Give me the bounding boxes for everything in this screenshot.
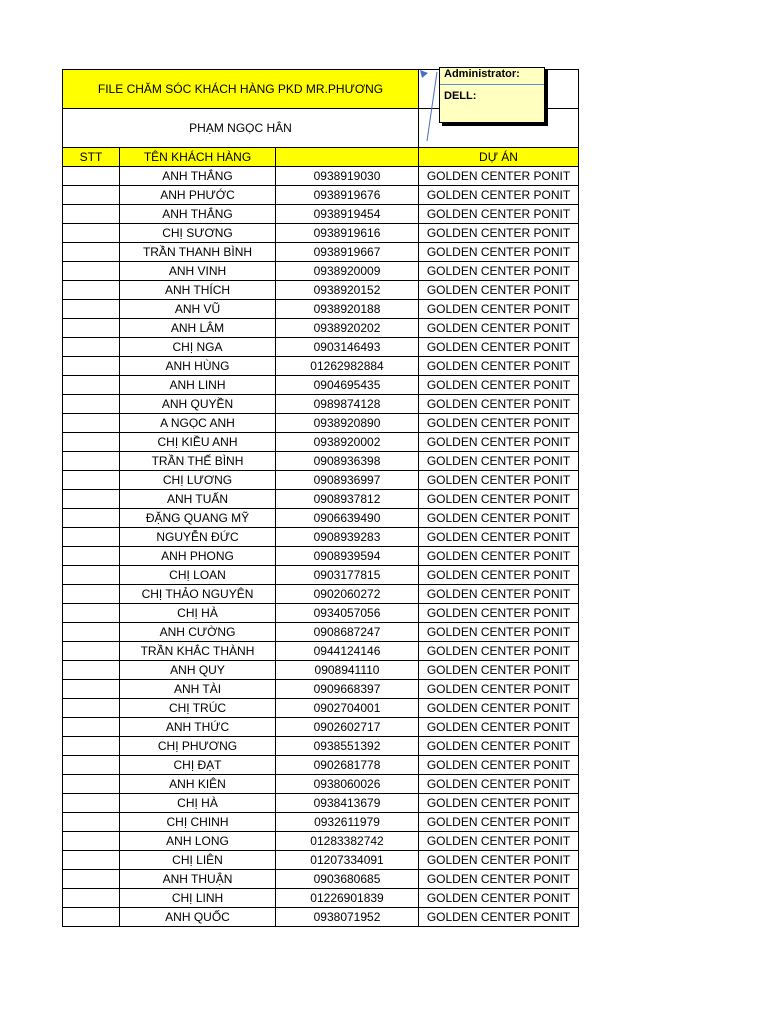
phone-cell[interactable]: 0944124146 [276, 642, 419, 661]
customer-name-cell[interactable]: ANH KIÊN [120, 775, 276, 794]
project-cell[interactable]: GOLDEN CENTER PONIT [419, 186, 579, 205]
phone-cell[interactable]: 0904695435 [276, 376, 419, 395]
project-cell[interactable]: GOLDEN CENTER PONIT [419, 794, 579, 813]
project-cell[interactable]: GOLDEN CENTER PONIT [419, 718, 579, 737]
phone-cell[interactable]: 0908939283 [276, 528, 419, 547]
customer-name-cell[interactable]: ANH VŨ [120, 300, 276, 319]
project-cell[interactable]: GOLDEN CENTER PONIT [419, 300, 579, 319]
phone-cell[interactable]: 0938920890 [276, 414, 419, 433]
phone-cell[interactable]: 0938919030 [276, 167, 419, 186]
phone-cell[interactable]: 0932611979 [276, 813, 419, 832]
cell-comment[interactable] [439, 67, 545, 123]
customer-name-cell[interactable]: ANH PHƯỚC [120, 186, 276, 205]
phone-cell[interactable]: 0938920152 [276, 281, 419, 300]
project-cell[interactable]: GOLDEN CENTER PONIT [419, 338, 579, 357]
project-cell[interactable]: GOLDEN CENTER PONIT [419, 490, 579, 509]
customer-name-cell[interactable]: ANH VINH [120, 262, 276, 281]
customer-name-cell[interactable]: NGUYỄN ĐỨC [120, 528, 276, 547]
project-cell[interactable]: GOLDEN CENTER PONIT [419, 832, 579, 851]
customer-name-cell[interactable]: CHỊ HÀ [120, 794, 276, 813]
customer-name-cell[interactable]: CHỊ SƯƠNG [120, 224, 276, 243]
customer-name-cell[interactable]: ANH THẮNG [120, 167, 276, 186]
project-cell[interactable]: GOLDEN CENTER PONIT [419, 205, 579, 224]
customer-name-cell[interactable]: ĐẶNG QUANG MỸ [120, 509, 276, 528]
phone-cell[interactable]: 0938551392 [276, 737, 419, 756]
customer-name-cell[interactable]: ANH HÙNG [120, 357, 276, 376]
customer-name-cell[interactable]: ANH QUYỀN [120, 395, 276, 414]
project-cell[interactable]: GOLDEN CENTER PONIT [419, 585, 579, 604]
phone-cell[interactable]: 0938920202 [276, 319, 419, 338]
project-cell[interactable]: GOLDEN CENTER PONIT [419, 509, 579, 528]
customer-name-cell[interactable]: ANH THUẬN [120, 870, 276, 889]
customer-name-cell[interactable]: CHỊ LOAN [120, 566, 276, 585]
project-cell[interactable]: GOLDEN CENTER PONIT [419, 167, 579, 186]
phone-cell[interactable]: 0908936398 [276, 452, 419, 471]
comment-text: DELL: [444, 90, 477, 102]
customer-name-cell[interactable]: ANH LONG [120, 832, 276, 851]
phone-cell[interactable]: 0903680685 [276, 870, 419, 889]
phone-cell[interactable]: 0908937812 [276, 490, 419, 509]
project-cell[interactable]: GOLDEN CENTER PONIT [419, 680, 579, 699]
project-cell[interactable]: GOLDEN CENTER PONIT [419, 908, 579, 927]
phone-cell[interactable]: 0934057056 [276, 604, 419, 623]
project-cell[interactable]: GOLDEN CENTER PONIT [419, 376, 579, 395]
phone-cell[interactable]: 0902704001 [276, 699, 419, 718]
customer-name-cell[interactable]: ANH THẮNG [120, 205, 276, 224]
customer-name-cell[interactable]: ANH TUẤN [120, 490, 276, 509]
customer-name-cell[interactable]: ANH THÍCH [120, 281, 276, 300]
customer-name-cell[interactable]: CHỊ PHƯƠNG [120, 737, 276, 756]
project-cell[interactable]: GOLDEN CENTER PONIT [419, 547, 579, 566]
phone-cell[interactable]: 0906639490 [276, 509, 419, 528]
customer-name-cell[interactable]: ANH LINH [120, 376, 276, 395]
header-project[interactable]: DỰ ÁN [419, 148, 579, 167]
customer-name-cell[interactable]: CHỊ LIÊN [120, 851, 276, 870]
project-cell[interactable]: GOLDEN CENTER PONIT [419, 566, 579, 585]
customer-name-cell[interactable]: ANH LÂM [120, 319, 276, 338]
customer-name-cell[interactable]: CHỊ KIỀU ANH [120, 433, 276, 452]
phone-cell[interactable]: 0938919676 [276, 186, 419, 205]
phone-cell[interactable]: 0938919616 [276, 224, 419, 243]
phone-cell[interactable]: 0938920188 [276, 300, 419, 319]
customer-name-cell[interactable]: CHỊ LINH [120, 889, 276, 908]
customer-name-cell[interactable]: CHỊ ĐẠT [120, 756, 276, 775]
customer-name-cell[interactable]: TRẦN KHẮC THÀNH [120, 642, 276, 661]
project-cell[interactable]: GOLDEN CENTER PONIT [419, 452, 579, 471]
project-cell[interactable]: GOLDEN CENTER PONIT [419, 224, 579, 243]
customer-name-cell[interactable]: ANH PHONG [120, 547, 276, 566]
comment-divider [440, 84, 544, 85]
phone-cell[interactable]: 0989874128 [276, 395, 419, 414]
customer-name-cell[interactable]: ANH QUỐC [120, 908, 276, 927]
project-cell[interactable]: GOLDEN CENTER PONIT [419, 756, 579, 775]
phone-cell[interactable]: 0908687247 [276, 623, 419, 642]
customer-name-cell[interactable]: CHỊ NGA [120, 338, 276, 357]
customer-name-cell[interactable]: TRẦN THANH BÌNH [120, 243, 276, 262]
header-customer-name[interactable]: TÊN KHÁCH HÀNG [120, 148, 276, 167]
comment-author: Administrator: [444, 68, 520, 80]
phone-cell[interactable]: 0902602717 [276, 718, 419, 737]
project-cell[interactable]: GOLDEN CENTER PONIT [419, 281, 579, 300]
project-cell[interactable]: GOLDEN CENTER PONIT [419, 395, 579, 414]
project-cell[interactable]: GOLDEN CENTER PONIT [419, 661, 579, 680]
project-cell[interactable]: GOLDEN CENTER PONIT [419, 623, 579, 642]
phone-cell[interactable]: 01283382742 [276, 832, 419, 851]
phone-cell[interactable]: 0908936997 [276, 471, 419, 490]
phone-cell[interactable]: 0903177815 [276, 566, 419, 585]
customer-name-cell[interactable]: ANH THỨC [120, 718, 276, 737]
project-cell[interactable]: GOLDEN CENTER PONIT [419, 528, 579, 547]
phone-cell[interactable]: 01262982884 [276, 357, 419, 376]
phone-cell[interactable]: 0938413679 [276, 794, 419, 813]
phone-cell[interactable]: 0938919667 [276, 243, 419, 262]
phone-cell[interactable]: 0938919454 [276, 205, 419, 224]
project-cell[interactable]: GOLDEN CENTER PONIT [419, 889, 579, 908]
project-cell[interactable]: GOLDEN CENTER PONIT [419, 813, 579, 832]
project-cell[interactable]: GOLDEN CENTER PONIT [419, 699, 579, 718]
phone-cell[interactable]: 0902681778 [276, 756, 419, 775]
phone-cell[interactable]: 0908939594 [276, 547, 419, 566]
customer-name-cell[interactable]: ANH CƯỜNG [120, 623, 276, 642]
project-cell[interactable]: GOLDEN CENTER PONIT [419, 357, 579, 376]
phone-cell[interactable]: 0903146493 [276, 338, 419, 357]
phone-cell[interactable]: 0938060026 [276, 775, 419, 794]
project-cell[interactable]: GOLDEN CENTER PONIT [419, 243, 579, 262]
project-cell[interactable]: GOLDEN CENTER PONIT [419, 414, 579, 433]
phone-cell[interactable]: 0908941110 [276, 661, 419, 680]
project-cell[interactable]: GOLDEN CENTER PONIT [419, 262, 579, 281]
project-cell[interactable]: GOLDEN CENTER PONIT [419, 433, 579, 452]
customer-name-cell[interactable]: CHỊ TRÚC [120, 699, 276, 718]
phone-cell[interactable]: 0938071952 [276, 908, 419, 927]
phone-cell[interactable]: 0938920009 [276, 262, 419, 281]
customer-name-cell[interactable]: CHỊ CHINH [120, 813, 276, 832]
customer-name-cell[interactable]: TRẦN THẾ BÌNH [120, 452, 276, 471]
project-cell[interactable]: GOLDEN CENTER PONIT [419, 870, 579, 889]
project-cell[interactable]: GOLDEN CENTER PONIT [419, 775, 579, 794]
project-cell[interactable]: GOLDEN CENTER PONIT [419, 737, 579, 756]
customer-name-cell[interactable]: CHỊ LƯƠNG [120, 471, 276, 490]
phone-cell[interactable]: 0909668397 [276, 680, 419, 699]
customer-name-cell[interactable]: ANH TÀI [120, 680, 276, 699]
customer-name-cell[interactable]: CHỊ HÀ [120, 604, 276, 623]
header-stt[interactable]: STT [63, 148, 120, 167]
phone-cell[interactable]: 0902060272 [276, 585, 419, 604]
project-cell[interactable]: GOLDEN CENTER PONIT [419, 604, 579, 623]
phone-cell[interactable]: 0938920002 [276, 433, 419, 452]
customer-name-cell[interactable]: CHỊ THẢO NGUYÊN [120, 585, 276, 604]
customer-name-cell[interactable]: A NGỌC ANH [120, 414, 276, 433]
customer-name-cell[interactable]: ANH QUY [120, 661, 276, 680]
sheet-subtitle[interactable]: PHẠM NGỌC HÂN [63, 109, 419, 148]
project-cell[interactable]: GOLDEN CENTER PONIT [419, 319, 579, 338]
sheet-title[interactable]: FILE CHĂM SÓC KHÁCH HÀNG PKD MR.PHƯƠNG [63, 70, 419, 109]
project-cell[interactable]: GOLDEN CENTER PONIT [419, 471, 579, 490]
phone-cell[interactable]: 01226901839 [276, 889, 419, 908]
project-cell[interactable]: GOLDEN CENTER PONIT [419, 642, 579, 661]
project-cell[interactable]: GOLDEN CENTER PONIT [419, 851, 579, 870]
phone-cell[interactable]: 01207334091 [276, 851, 419, 870]
